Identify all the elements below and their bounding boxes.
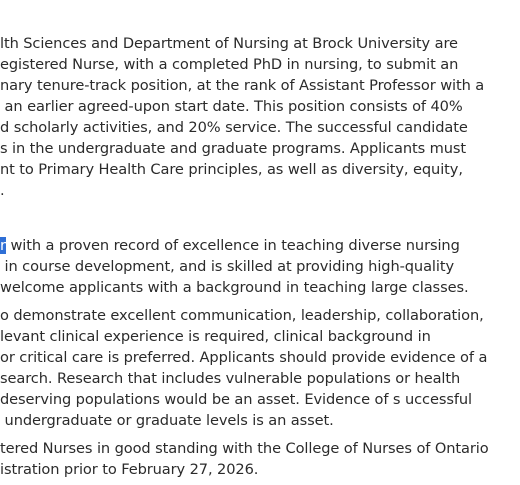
text-line: nt to Primary Health Care principles, as well as diversity, equity, <box>0 161 463 178</box>
text-line <box>0 236 460 256</box>
text-line: welcome applicants with a background in teaching large classes. <box>0 279 469 296</box>
text-line: or critical care is preferred. Applicants should provide evidence of a <box>0 349 488 366</box>
text-line: nary tenure-track position, at the rank of Assistant Professor with a <box>0 77 485 94</box>
text-line: istration prior to February 27, 2026. <box>0 461 259 478</box>
text-line: . <box>0 182 5 199</box>
text-line: s in the undergraduate and graduate programs. Applicants must <box>0 140 467 157</box>
text-line: levant clinical experience is required, clinical background in <box>0 328 431 345</box>
text-selection[interactable]: r <box>0 237 6 254</box>
text-line: in course development, and is skilled at providing high-quality <box>0 258 454 275</box>
text-line: d scholarly activities, and 20% service. The successful candidate <box>0 119 468 136</box>
text-line: egistered Nurse, with a completed PhD in nursing, to submit an <box>0 56 459 73</box>
text-line: an earlier agreed-upon start date. This position consists of 40% <box>0 98 463 115</box>
text-line-rest: with a proven record of excellence in teaching diverse nursing <box>5 237 460 254</box>
text-line: deserving populations would be an asset. Evidence of s uccessful <box>0 391 472 408</box>
text-line: search. Research that includes vulnerable populations or health <box>0 370 461 387</box>
text-line: o demonstrate excellent communication, leadership, collaboration, <box>0 307 484 324</box>
text-line: undergraduate or graduate levels is an asset. <box>0 412 334 429</box>
text-line: tered Nurses in good standing with the College of Nurses of Ontario <box>0 440 489 457</box>
text-line: lth Sciences and Department of Nursing at Brock University are <box>0 35 458 52</box>
